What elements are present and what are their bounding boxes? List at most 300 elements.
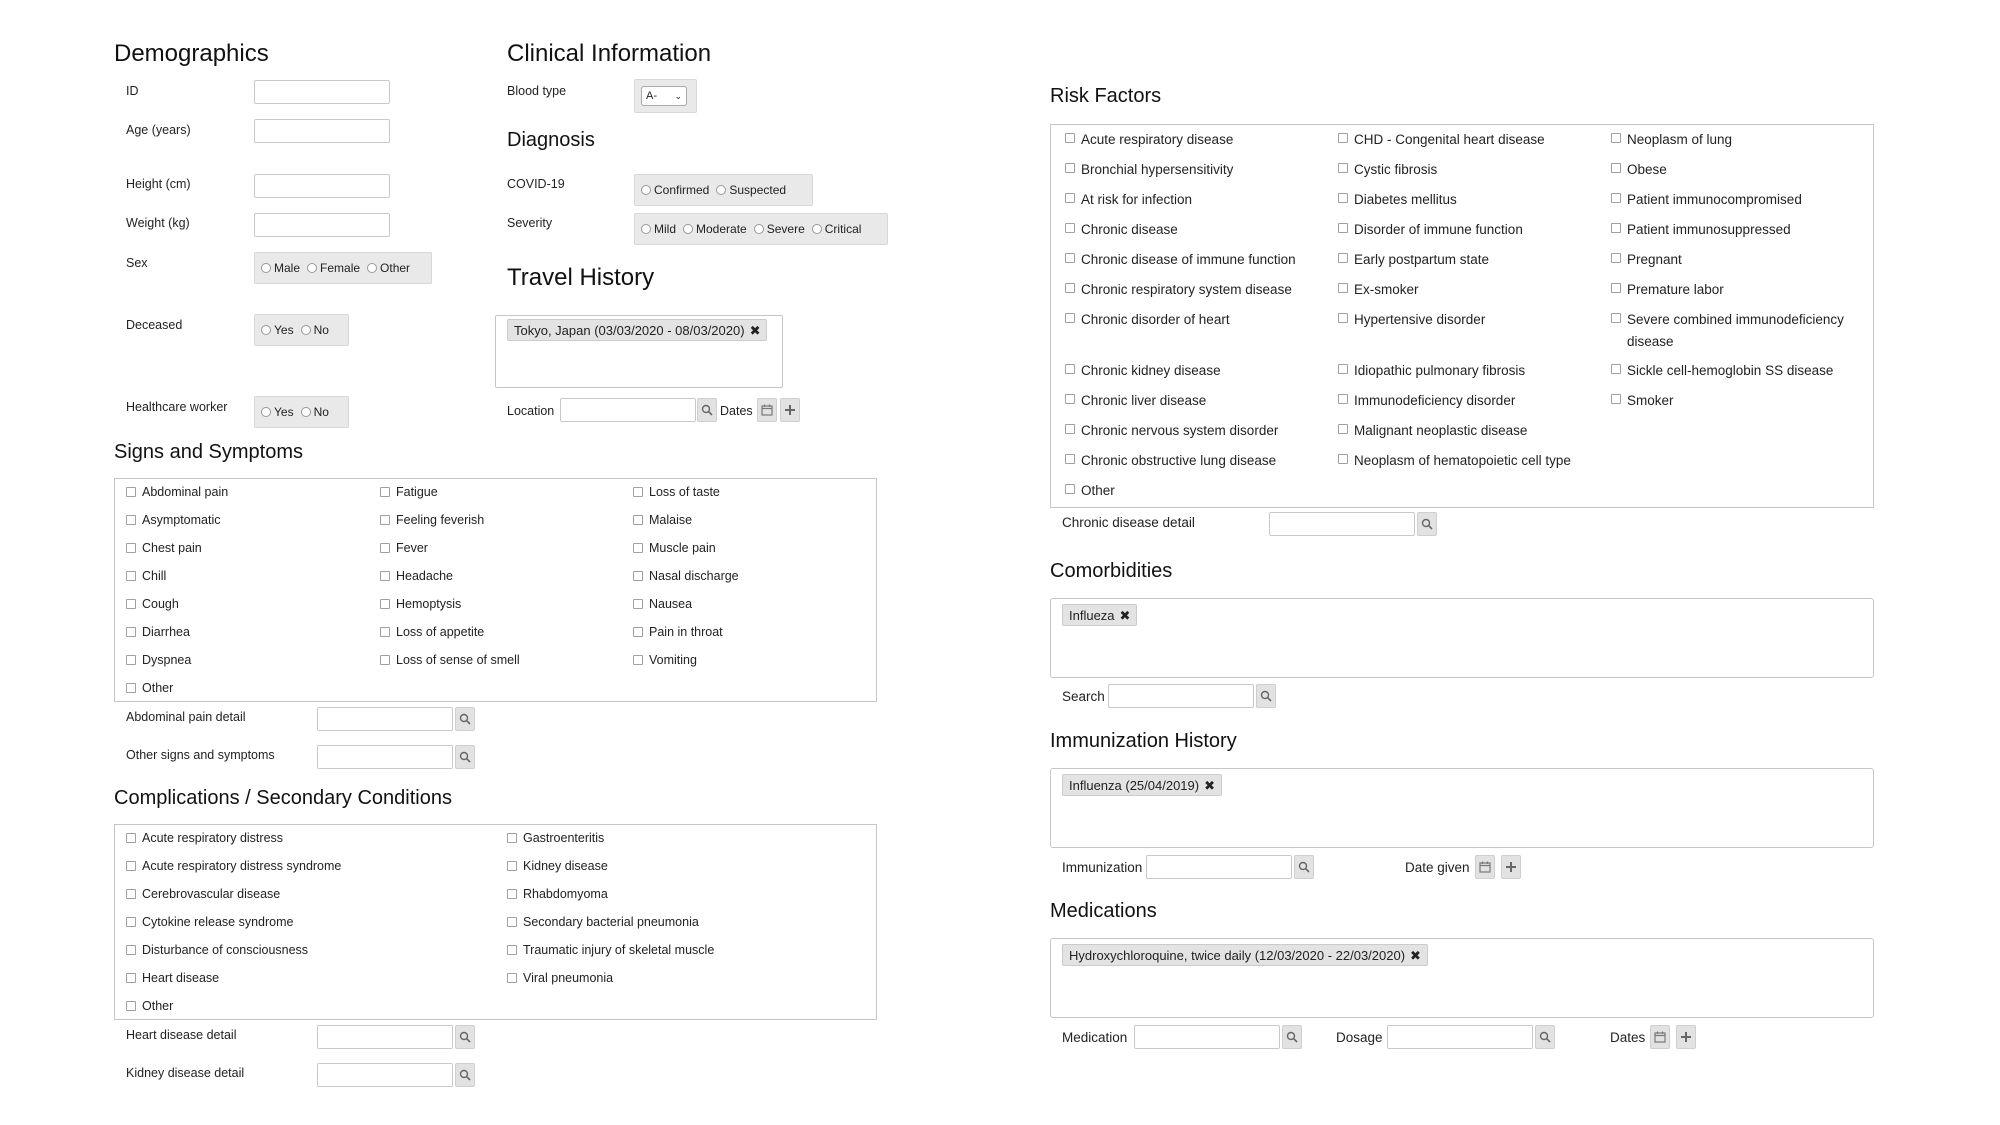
checkbox-hemoptysis[interactable] [380, 595, 461, 614]
travel-tag [507, 319, 767, 341]
checkbox-box[interactable] [126, 683, 136, 693]
checkbox-box[interactable] [1611, 163, 1621, 173]
checkbox-chronic-kidney[interactable] [1065, 360, 1221, 382]
covid-radio-group [634, 174, 813, 206]
checkbox-box[interactable] [126, 543, 136, 553]
sex-radio-female[interactable] [307, 263, 317, 273]
checkbox-label: Cerebrovascular disease [142, 887, 281, 901]
checkbox-box[interactable] [1065, 454, 1075, 464]
medication-add-button[interactable] [1676, 1025, 1696, 1049]
checkbox-nasal-discharge[interactable] [633, 567, 739, 586]
checkbox-label: Malignant neoplastic disease [1354, 423, 1528, 438]
risk-title: Risk Factors [1050, 85, 1162, 107]
checkbox-box[interactable] [1065, 283, 1075, 293]
checkbox-viral-pneumonia[interactable] [507, 969, 613, 988]
checkbox-box[interactable] [1338, 454, 1348, 464]
checkbox-malaise[interactable] [633, 511, 692, 530]
checkbox-label: Severe combined immunodeficiency disease [1627, 312, 1844, 349]
checkbox-box[interactable] [1338, 394, 1348, 404]
checkbox-label: Cytokine release syndrome [142, 915, 294, 929]
checkbox-label: Vomiting [649, 653, 697, 667]
other-symptoms-search-button[interactable] [455, 745, 475, 769]
checkbox-box[interactable] [1611, 223, 1621, 233]
demographics-title: Demographics [114, 40, 269, 67]
checkbox-box[interactable] [1611, 364, 1621, 374]
complications-title: Complications / Secondary Conditions [114, 787, 452, 809]
abdominal-detail-input[interactable] [317, 707, 453, 731]
kidney-detail-search-button[interactable] [455, 1063, 475, 1087]
checkbox-gastroenteritis[interactable] [507, 829, 604, 848]
abdominal-detail-search-button[interactable] [455, 707, 475, 731]
clinical-title: Clinical Information [507, 40, 712, 67]
checkbox-box[interactable] [1065, 253, 1075, 263]
checkbox-label: Chest pain [142, 541, 202, 555]
checkbox-hematopoietic[interactable] [1338, 450, 1571, 472]
blood-type-select[interactable] [641, 86, 687, 106]
checkbox-label: Heart disease [142, 971, 220, 985]
checkbox-box[interactable] [126, 973, 136, 983]
healthcare-radio-group [254, 396, 349, 428]
sex-option-label: Male [274, 261, 301, 275]
comorbidity-tag-label: Influeza [1069, 607, 1115, 623]
medications-title: Medications [1050, 900, 1157, 922]
immunization-title: Immunization History [1050, 730, 1237, 752]
checkbox-label: Chronic disease of immune function [1081, 252, 1296, 267]
checkbox-cytokine-release[interactable] [126, 913, 293, 932]
checkbox-label: Chronic disorder of heart [1081, 312, 1230, 327]
weight-input[interactable] [254, 213, 390, 237]
checkbox-box[interactable] [126, 487, 136, 497]
checkbox-immunodeficiency[interactable] [1338, 390, 1515, 412]
checkbox-label: Smoker [1627, 393, 1674, 408]
checkbox-chronic-respiratory[interactable] [1065, 279, 1292, 301]
checkbox-chronic-nervous[interactable] [1065, 420, 1278, 442]
severity-option-label: Critical [824, 222, 862, 236]
checkbox-label: CHD - Congenital heart disease [1354, 132, 1545, 147]
checkbox-loss-of-appetite[interactable] [380, 623, 484, 642]
checkbox-label: Nausea [649, 597, 693, 611]
checkbox-immunocompromised[interactable] [1611, 189, 1802, 211]
checkbox-box[interactable] [1338, 424, 1348, 434]
checkbox-dyspnea[interactable] [126, 651, 191, 670]
medication-label: Medication [1062, 1030, 1128, 1045]
deceased-option-label: Yes [274, 323, 294, 337]
checkbox-chronic-disease[interactable] [1065, 219, 1178, 241]
checkbox-label: Rhabdomyoma [523, 887, 608, 901]
immunization-search-button[interactable] [1294, 855, 1314, 879]
checkbox-acute-resp-disease[interactable] [1065, 129, 1233, 151]
immunization-calendar-button[interactable] [1475, 855, 1495, 879]
checkbox-postpartum[interactable] [1338, 249, 1489, 271]
healthcare-radio-no[interactable] [301, 407, 311, 417]
severity-radio-group [634, 213, 888, 245]
checkbox-consciousness[interactable] [126, 941, 308, 960]
checkbox-chest-pain[interactable] [126, 539, 202, 558]
checkbox-chronic-heart[interactable] [1065, 309, 1230, 331]
checkbox-box[interactable] [507, 833, 517, 843]
checkbox-abdominal-pain[interactable] [126, 483, 228, 502]
checkbox-vomiting[interactable] [633, 651, 697, 670]
plus-icon [784, 404, 796, 416]
medication-input[interactable] [1134, 1025, 1280, 1049]
comorbidity-search-input[interactable] [1108, 684, 1254, 708]
checkbox-secondary-pneumonia[interactable] [507, 913, 699, 932]
medication-calendar-button[interactable] [1650, 1025, 1670, 1049]
checkbox-box[interactable] [126, 945, 136, 955]
checkbox-box[interactable] [1338, 283, 1348, 293]
checkbox-sickle-cell[interactable] [1611, 360, 1833, 382]
comorbidities-tag-box[interactable] [1050, 598, 1874, 678]
severity-label: Severity [507, 216, 553, 230]
weight-label: Weight (kg) [126, 216, 190, 230]
checkbox-box[interactable] [380, 655, 390, 665]
checkbox-box[interactable] [507, 889, 517, 899]
checkbox-chronic-immune[interactable] [1065, 249, 1296, 271]
remove-icon[interactable]: ✖ [1410, 947, 1421, 963]
blood-type-label: Blood type [507, 84, 567, 98]
checkbox-box[interactable] [126, 655, 136, 665]
checkbox-box[interactable] [380, 571, 390, 581]
checkbox-malignant-neoplastic[interactable] [1338, 420, 1527, 442]
checkbox-label: Asymptomatic [142, 513, 221, 527]
checkbox-label: Abdominal pain [142, 485, 229, 499]
checkbox-label: Other [1081, 483, 1115, 498]
heart-detail-search-button[interactable] [455, 1025, 475, 1049]
deceased-option-label: No [313, 323, 329, 337]
covid-option-label: Suspected [729, 183, 787, 197]
calendar-icon [761, 404, 773, 416]
checkbox-box[interactable] [633, 655, 643, 665]
other-symptoms-input[interactable] [317, 745, 453, 769]
deceased-radio-no[interactable] [301, 325, 311, 335]
checkbox-label: Cystic fibrosis [1354, 162, 1438, 177]
checkbox-immunosuppressed[interactable] [1611, 219, 1791, 241]
checkbox-box[interactable] [1065, 133, 1075, 143]
chronic-detail-input[interactable] [1269, 512, 1415, 536]
checkbox-box[interactable] [1611, 283, 1621, 293]
chronic-detail-search-button[interactable] [1417, 512, 1437, 536]
plus-icon [1505, 861, 1517, 873]
checkbox-box[interactable] [1611, 133, 1621, 143]
checkbox-box[interactable] [1065, 364, 1075, 374]
checkbox-label: Disturbance of consciousness [142, 943, 309, 957]
checkbox-box[interactable] [507, 861, 517, 871]
checkbox-label: At risk for infection [1081, 192, 1193, 207]
search-icon [701, 404, 713, 416]
search-icon [1421, 518, 1433, 530]
immunization-input[interactable] [1146, 855, 1292, 879]
checkbox-nausea[interactable] [633, 595, 692, 614]
checkbox-ards[interactable] [126, 857, 341, 876]
immunization-add-button[interactable] [1501, 855, 1521, 879]
medication-dates-label: Dates [1610, 1030, 1646, 1045]
checkbox-box[interactable] [126, 1001, 136, 1011]
medication-tag-label: Hydroxychloroquine, twice daily (12/03/2020 - 22/03/2020) [1069, 947, 1406, 963]
signs-title: Signs and Symptoms [114, 441, 303, 463]
checkbox-label: Pregnant [1627, 252, 1682, 267]
checkbox-label: Headache [396, 569, 453, 583]
checkbox-box[interactable] [126, 571, 136, 581]
checkbox-label: Kidney disease [523, 859, 608, 873]
checkbox-pregnant[interactable] [1611, 249, 1682, 271]
heart-detail-input[interactable] [317, 1025, 453, 1049]
comorbidity-tag [1062, 604, 1137, 626]
checkbox-label: Early postpartum state [1354, 252, 1490, 267]
checkbox-box[interactable] [633, 599, 643, 609]
checkbox-rhabdomyoma[interactable] [507, 885, 608, 904]
checkbox-label: Idiopathic pulmonary fibrosis [1354, 363, 1526, 378]
checkbox-box[interactable] [633, 515, 643, 525]
checkbox-hypertensive[interactable] [1338, 309, 1485, 331]
checkbox-box[interactable] [1338, 193, 1348, 203]
checkbox-feeling-feverish[interactable] [380, 511, 484, 530]
checkbox-fever[interactable] [380, 539, 428, 558]
checkbox-bronchial[interactable] [1065, 159, 1233, 181]
checkbox-risk-other[interactable] [1065, 480, 1115, 502]
severity-option-label: Mild [654, 222, 677, 236]
checkbox-box[interactable] [380, 487, 390, 497]
checkbox-loss-of-taste[interactable] [633, 483, 720, 502]
checkbox-box[interactable] [126, 515, 136, 525]
checkbox-box[interactable] [507, 917, 517, 927]
checkbox-smoker[interactable] [1611, 390, 1674, 412]
abdominal-detail-label: Abdominal pain detail [126, 710, 246, 724]
healthcare-option-label: No [313, 405, 329, 419]
location-label: Location [507, 404, 555, 418]
severity-radio-severe[interactable] [754, 224, 764, 234]
kidney-detail-label: Kidney disease detail [126, 1066, 245, 1080]
calendar-icon [1654, 1031, 1666, 1043]
comorbidity-search-label: Search [1062, 689, 1105, 704]
covid-label: COVID-19 [507, 177, 565, 191]
checkbox-pulmonary-fibrosis[interactable] [1338, 360, 1525, 382]
checkbox-box[interactable] [126, 627, 136, 637]
checkbox-box[interactable] [1065, 313, 1075, 323]
checkbox-label: Ex-smoker [1354, 282, 1419, 297]
search-icon [1260, 690, 1272, 702]
checkbox-box[interactable] [1611, 313, 1621, 323]
checkbox-box[interactable] [1065, 484, 1075, 494]
travel-calendar-button[interactable] [757, 398, 777, 422]
checkbox-box[interactable] [1065, 163, 1075, 173]
checkbox-box[interactable] [633, 543, 643, 553]
checkbox-label: Fever [396, 541, 428, 555]
checkbox-label: Hemoptysis [396, 597, 462, 611]
checkbox-obese[interactable] [1611, 159, 1667, 181]
comorbidities-title: Comorbidities [1050, 560, 1173, 582]
checkbox-ex-smoker[interactable] [1338, 279, 1419, 301]
checkbox-loss-of-smell[interactable] [380, 651, 520, 670]
checkbox-label: Diarrhea [142, 625, 190, 639]
checkbox-fatigue[interactable] [380, 483, 438, 502]
sex-option-label: Other [380, 261, 411, 275]
checkbox-muscle-pain[interactable] [633, 539, 716, 558]
checkbox-label: Feeling feverish [396, 513, 485, 527]
severity-option-label: Severe [766, 222, 805, 236]
checkbox-kidney-disease[interactable] [507, 857, 608, 876]
checkbox-label: Traumatic injury of skeletal muscle [523, 943, 715, 957]
plus-icon [1680, 1031, 1692, 1043]
medication-search-button[interactable] [1282, 1025, 1302, 1049]
immunization-label: Immunization [1062, 860, 1143, 875]
checkbox-label: Loss of appetite [396, 625, 485, 639]
checkbox-label: Pain in throat [649, 625, 723, 639]
immunization-tag-label: Influenza (25/04/2019) [1069, 777, 1200, 793]
sex-label: Sex [126, 256, 148, 270]
sex-radio-other[interactable] [367, 263, 377, 273]
checkbox-label: Patient immunosuppressed [1627, 222, 1791, 237]
remove-icon[interactable]: ✖ [1119, 607, 1131, 623]
checkbox-box[interactable] [126, 917, 136, 927]
checkbox-risk-infection[interactable] [1065, 189, 1192, 211]
id-label: ID [126, 84, 139, 98]
checkbox-box[interactable] [380, 543, 390, 553]
checkbox-chd[interactable] [1338, 129, 1545, 151]
checkbox-box[interactable] [380, 515, 390, 525]
checkbox-box[interactable] [1611, 193, 1621, 203]
checkbox-premature-labor[interactable] [1611, 279, 1724, 301]
checkbox-label: Chronic obstructive lung disease [1081, 453, 1277, 468]
id-input[interactable] [254, 80, 390, 104]
checkbox-headache[interactable] [380, 567, 453, 586]
location-search-button[interactable] [697, 398, 717, 422]
checkbox-diabetes[interactable] [1338, 189, 1457, 211]
checkbox-heart-disease[interactable] [126, 969, 219, 988]
sex-option-label: Female [320, 261, 361, 275]
checkbox-box[interactable] [380, 599, 390, 609]
checkbox-box[interactable] [126, 889, 136, 899]
checkbox-label: Chronic disease [1081, 222, 1178, 237]
checkbox-label: Nasal discharge [649, 569, 739, 583]
travel-add-button[interactable] [780, 398, 800, 422]
checkbox-label: Patient immunocompromised [1627, 192, 1802, 207]
checkbox-box[interactable] [1065, 424, 1075, 434]
checkbox-complication-other[interactable] [126, 997, 173, 1016]
chevron-down-icon: ⌄ [674, 90, 682, 101]
dosage-search-button[interactable] [1535, 1025, 1555, 1049]
dosage-input[interactable] [1387, 1025, 1533, 1049]
checkbox-label: Gastroenteritis [523, 831, 605, 845]
checkbox-chronic-liver[interactable] [1065, 390, 1206, 412]
height-input[interactable] [254, 174, 390, 198]
blood-type-container [634, 79, 697, 113]
checkbox-label: Other [142, 999, 174, 1013]
kidney-detail-input[interactable] [317, 1063, 453, 1087]
search-icon [459, 751, 471, 763]
checkbox-box[interactable] [633, 487, 643, 497]
checkbox-label: Hypertensive disorder [1354, 312, 1486, 327]
checkbox-skeletal-muscle[interactable] [507, 941, 714, 960]
checkbox-label: Premature labor [1627, 282, 1724, 297]
checkbox-box[interactable] [1611, 253, 1621, 263]
heart-detail-label: Heart disease detail [126, 1028, 237, 1042]
checkbox-label: Sickle cell-hemoglobin SS disease [1627, 363, 1834, 378]
checkbox-chill[interactable] [126, 567, 166, 586]
checkbox-box[interactable] [1338, 223, 1348, 233]
checkbox-acute-resp-distress[interactable] [126, 829, 283, 848]
location-input[interactable] [560, 398, 696, 422]
healthcare-radio-yes[interactable] [261, 407, 271, 417]
checkbox-neoplasm-lung[interactable] [1611, 129, 1732, 151]
checkbox-pain-in-throat[interactable] [633, 623, 723, 642]
checkbox-box[interactable] [126, 599, 136, 609]
severity-radio-critical[interactable] [812, 224, 822, 234]
checkbox-label: Chronic nervous system disorder [1081, 423, 1279, 438]
checkbox-box[interactable] [1338, 313, 1348, 323]
healthcare-label: Healthcare worker [126, 400, 228, 414]
checkbox-label: Immunodeficiency disorder [1354, 393, 1516, 408]
other-symptoms-label: Other signs and symptoms [126, 748, 275, 762]
checkbox-box[interactable] [380, 627, 390, 637]
checkbox-copd[interactable] [1065, 450, 1276, 472]
healthcare-option-label: Yes [274, 405, 294, 419]
checkbox-label: Neoplasm of lung [1627, 132, 1733, 147]
comorbidity-search-button[interactable] [1256, 684, 1276, 708]
sex-radio-male[interactable] [261, 263, 271, 273]
deceased-radio-yes[interactable] [261, 325, 271, 335]
checkbox-box[interactable] [507, 973, 517, 983]
checkbox-box[interactable] [1065, 394, 1075, 404]
checkbox-box[interactable] [1338, 253, 1348, 263]
checkbox-box[interactable] [126, 861, 136, 871]
severity-radio-moderate[interactable] [683, 224, 693, 234]
sex-radio-group [254, 252, 432, 284]
checkbox-label: Chill [142, 569, 167, 583]
checkbox-immune-disorder[interactable] [1338, 219, 1523, 241]
age-input[interactable] [254, 119, 390, 143]
search-icon [1286, 1031, 1298, 1043]
checkbox-label: Cough [142, 597, 179, 611]
remove-icon[interactable]: ✖ [1204, 777, 1216, 793]
search-icon [1298, 861, 1310, 873]
checkbox-label: Acute respiratory disease [1081, 132, 1234, 147]
calendar-icon [1479, 861, 1491, 873]
checkbox-diarrhea[interactable] [126, 623, 190, 642]
checkbox-box[interactable] [1065, 223, 1075, 233]
checkbox-label: Disorder of immune function [1354, 222, 1523, 237]
checkbox-other[interactable] [126, 679, 173, 698]
checkbox-label: Dyspnea [142, 653, 192, 667]
diagnosis-title: Diagnosis [507, 129, 595, 151]
checkbox-scid[interactable] [1611, 309, 1856, 352]
checkbox-asymptomatic[interactable] [126, 511, 221, 530]
checkbox-cystic-fibrosis[interactable] [1338, 159, 1437, 181]
severity-radio-mild[interactable] [641, 224, 651, 234]
checkbox-label: Chronic kidney disease [1081, 363, 1221, 378]
checkbox-box[interactable] [633, 571, 643, 581]
checkbox-box[interactable] [1065, 193, 1075, 203]
dosage-label: Dosage [1336, 1030, 1383, 1045]
checkbox-box[interactable] [1338, 364, 1348, 374]
checkbox-box[interactable] [1338, 163, 1348, 173]
checkbox-box[interactable] [1611, 394, 1621, 404]
checkbox-box[interactable] [633, 627, 643, 637]
covid-radio-suspected[interactable] [716, 185, 726, 195]
checkbox-cough[interactable] [126, 595, 179, 614]
travel-title: Travel History [507, 264, 655, 291]
dates-label: Dates [720, 404, 753, 418]
checkbox-box[interactable] [126, 833, 136, 843]
search-icon [1539, 1031, 1551, 1043]
checkbox-cerebrovascular[interactable] [126, 885, 280, 904]
deceased-radio-group [254, 314, 349, 346]
checkbox-box[interactable] [507, 945, 517, 955]
checkbox-box[interactable] [1338, 133, 1348, 143]
remove-icon[interactable]: ✖ [749, 322, 761, 338]
covid-radio-confirmed[interactable] [641, 185, 651, 195]
immunization-tag [1062, 774, 1222, 796]
checkbox-label: Bronchial hypersensitivity [1081, 162, 1234, 177]
